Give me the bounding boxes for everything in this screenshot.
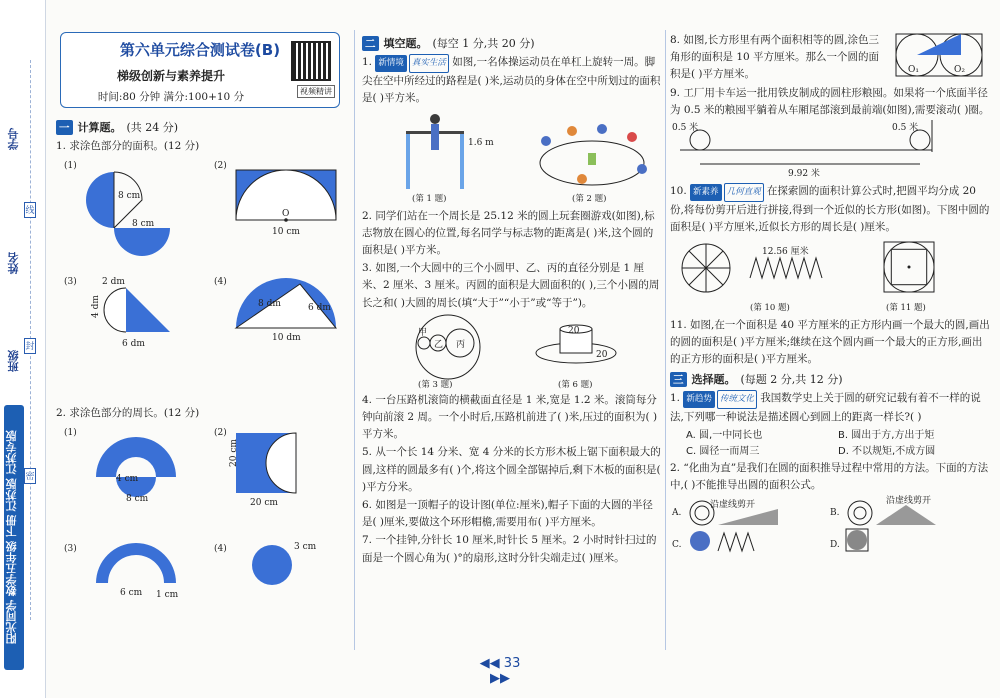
student-no-label: 学号 [7, 128, 20, 150]
dim-label: 4 cm [116, 474, 139, 485]
center-label: O [282, 209, 290, 220]
name-label: 姓名 [7, 252, 20, 274]
shaded-half-circle [114, 228, 170, 256]
qr-label: 视频精讲 [297, 85, 335, 98]
fig-label: (3) [64, 277, 77, 288]
dim-label: 2 dm [102, 277, 125, 288]
dim-label: 3 cm [294, 542, 317, 553]
fig-perim-2 [229, 433, 296, 508]
figure-q10-q11 [670, 238, 990, 314]
fig-label: (1) [64, 161, 77, 172]
option-a[interactable]: A. 圆,一中同长也 [686, 429, 763, 441]
dim-label: 1 cm [156, 590, 179, 601]
caption-q10: (第 10 题) [750, 302, 790, 313]
option-b[interactable]: B. 圆出于方,方出于矩 [838, 429, 935, 441]
dim-label: 4 dm [91, 295, 101, 319]
shaded-petal [272, 545, 292, 565]
dim-label: 20 cm [250, 498, 278, 509]
question-10: 10. 新素养 几何直观 在探索圆的面积计算公式时,把圆平均分成 20 份,将每份剪开后进行拼接,得到一个近似的长方形(如图)。下图中圆的面积是( )平方厘米,近似长方形的周长是( )厘米。 [670, 185, 990, 234]
cut-label: 沿虚线剪开 [710, 500, 756, 511]
section-header [362, 35, 662, 51]
height-label: 1.6 m [468, 137, 494, 148]
center-o1-label: O₁ [908, 65, 919, 75]
caption-q6: (第 6 题) [558, 379, 593, 389]
fig-area-1 [86, 172, 170, 256]
center-o2-label: O₂ [954, 65, 965, 75]
new-literacy-tag: 新素养 [690, 184, 722, 201]
caption-q2: (第 2 题) [572, 193, 607, 204]
dim-label: 8 cm [118, 191, 141, 202]
section-title: 计算题。 [77, 121, 122, 134]
option-c-label: C. [672, 540, 682, 551]
dim-label: 10 dm [272, 333, 301, 344]
page-number: ◀◀ 33 ▶▶ [479, 656, 521, 686]
section-title: 选择题。 [691, 373, 736, 387]
radius-label: 0.5 米 [892, 123, 919, 134]
option-d-label: D. [830, 540, 840, 551]
seal-mark-dense: 密 [24, 468, 36, 484]
section-calculation [56, 116, 346, 656]
question-8: 8. 如图,长方形里有两个面积相等的圆,涂色三角形的面积是 10 平方厘米。那么一个圆的面积是( )平方厘米。 [670, 34, 880, 81]
circle-jia-label: 甲 [418, 327, 428, 338]
radius-label: 0.5 米 [672, 123, 699, 134]
caption-q1: (第 1 题) [412, 193, 447, 204]
option-c-figure [690, 531, 754, 551]
ring-toss-figure [540, 124, 647, 185]
fig-area-3 [91, 277, 170, 349]
section-fill-blank [362, 32, 662, 568]
test-subtitle: 梯级创新与素养提升 [116, 69, 225, 83]
question-1: 1. 新情境 真实生活 如图,一名体操运动员在单杠上旋转一周。脚尖在空中所经过的路程是( )米,运动员的身体在空中所划过的面积是( )平方米。 [362, 56, 661, 105]
option-b-figure [848, 495, 936, 525]
choice-question-2: 2. “化曲为直”是我们在圆的面积推导过程中常用的方法。下面的方法中,( )不能推导出圆的面积公式。 [670, 461, 989, 491]
question-7: 7. 一个挂钟,分针长 10 厘米,时针长 5 厘米。2 小时时针扫过的面是一个圆心角为( )°的扇形,这时分针尖端走过( )厘米。 [362, 534, 657, 564]
square-circle-square [884, 242, 934, 292]
caption-q11: (第 11 题) [886, 302, 926, 313]
length-label: 12.56 厘米 [762, 246, 809, 257]
new-trend-tag: 新趋势 [683, 391, 715, 408]
seal-mark-seal: 封 [24, 338, 36, 354]
hat-figure [536, 325, 616, 363]
dim-label: 6 dm [122, 339, 145, 350]
question-6: 6. 如图是一顶帽子的设计图(单位:厘米),帽子下面的大圆的半径是( )厘米,要做这个环形帽檐,需要用布( )平方厘米。 [362, 499, 653, 529]
fig-label: (1) [64, 428, 77, 439]
perimeter-figures [56, 423, 346, 653]
dim-label: 10 cm [272, 227, 300, 238]
shaded-ring [96, 437, 176, 477]
circle-yi-label: 乙 [434, 339, 444, 350]
dim-label: 8 cm [126, 494, 149, 505]
book-brand: 阳光同学 数学五年级 下册 江苏版 江苏专版 [4, 405, 24, 670]
binding-spine [0, 0, 46, 698]
option-c[interactable]: C. 圆径一而周三 [686, 445, 760, 457]
caption-q3: (第 3 题) [418, 379, 453, 389]
cut-label: 沿虚线剪开 [886, 496, 932, 507]
figure-q1-q2 [362, 109, 662, 205]
class-label: 班级 [7, 350, 20, 372]
fig-perim-3 [96, 543, 179, 600]
option-b-label: B. [830, 508, 840, 519]
section-column-3 [670, 32, 990, 558]
real-life-tag: 真实生活 [409, 54, 449, 73]
fig-label: (2) [214, 161, 227, 172]
figure-choice-2 [670, 495, 990, 555]
three-circles-figure [416, 315, 480, 379]
section-number: 一 [56, 120, 73, 135]
figure-q3-q6 [362, 313, 662, 389]
fig-area-4 [236, 278, 336, 343]
fig-label: (2) [214, 428, 227, 439]
column-divider [354, 30, 355, 650]
shaded-petal [272, 565, 292, 585]
section-number: 二 [362, 36, 379, 51]
section-number: 三 [670, 372, 687, 387]
option-d[interactable]: D. 不以规矩,不成方圆 [838, 445, 936, 457]
shaded-petal [252, 545, 272, 565]
dim-label: 8 cm [132, 219, 155, 230]
question-2: 2. 求涂色部分的周长。(12 分) [56, 407, 200, 420]
section-note: (每题 2 分,共 12 分) [740, 373, 843, 387]
dim-label: 20 cm [229, 439, 239, 468]
new-context-tag: 新情境 [375, 55, 407, 72]
question-4: 4. 一台压路机滚筒的横截面直径是 1 米,宽是 1.2 米。滚筒每分钟向前滚 2 周。一个小时后,压路机前进了( )米,压过的面积为( )平方米。 [362, 393, 658, 441]
question-8-row [670, 32, 990, 85]
hat-dim-label: 20 [596, 349, 608, 360]
test-header [60, 32, 340, 108]
geometry-tag: 几何直观 [724, 183, 764, 202]
question-11: 11. 如图,在一个面积是 40 平方厘米的正方形内画一个最大的圆,画出的圆的面积是( )平方厘米;继续在这个圆内画一个最大的正方形,画出的正方形的面积是( )平方厘米。 [670, 318, 990, 366]
approx-rectangle [750, 245, 822, 278]
sector-circle [682, 244, 730, 292]
test-title: 第六单元综合测试卷(B) [119, 41, 281, 59]
shaded-petal [252, 565, 272, 585]
gymnast-bar-figure [406, 114, 494, 189]
section-note: (每空 1 分,共 20 分) [432, 37, 535, 50]
figure-q8 [894, 32, 986, 78]
question-9: 9. 工厂用卡车运一批用铁皮制成的圆柱形粮囤。如果将一个底面半径为 0.5 米的粮囤平躺着从车厢尾部滚到最前端(如图),需要滚动( )圈。 [670, 86, 990, 116]
circle-bing-label: 丙 [456, 339, 466, 350]
test-meta: 时间:80 分钟 满分:100+10 分 [97, 91, 245, 103]
fig-label: (4) [214, 277, 227, 288]
question-1: 1. 求涂色部分的面积。(12 分) [56, 140, 200, 152]
length-label: 9.92 米 [788, 169, 820, 180]
culture-tag: 传统文化 [717, 390, 757, 409]
column-divider [665, 30, 666, 650]
question-5: 5. 从一个长 14 分米、宽 4 分米的长方形木板上锯下面积最大的圆,这样的圆最多有( )个,将这个圆全部锯掉后,剩下木板的面积是( )平方分米。 [362, 446, 661, 493]
fig-label: (4) [214, 544, 227, 555]
fig-area-2 [236, 170, 336, 237]
shaded-arch [96, 543, 176, 583]
seal-mark-line: 线 [24, 202, 36, 218]
hat-dim-label: 20 [568, 325, 580, 336]
question-2: 2. 同学们站在一个周长是 25.12 米的圆上玩套圈游戏(如图),标志物放在圆心的位置,每名同学与标志物的距离是( )米,这个圆的面积是( )平方米。 [362, 209, 655, 257]
fig-perim-1 [96, 437, 176, 504]
shaded-half-circle [86, 172, 114, 228]
section-title: 填空题。 [383, 37, 428, 50]
area-figures [56, 156, 346, 396]
fig-perim-4 [252, 542, 317, 585]
option-d-figure [846, 529, 868, 551]
dim-label: 6 cm [120, 588, 143, 599]
fig-label: (3) [64, 544, 77, 555]
dim-label: 8 dm [258, 299, 281, 310]
section-header [56, 119, 346, 135]
question-3: 3. 如图,一个大圆中的三个小圆甲、乙、丙的直径分别是 1 厘米、2 厘米、3 厘米。丙圆的面积是大圆面积的( ),三个小圆的周长之和( )大圆的周长(填“大于”“小于”或“等于”)。 [362, 262, 660, 309]
choice-question-1: 1. 新趋势 传统文化 我国数学史上关于圆的研究记载有着不一样的说法,下列哪一种说法是描述圆心到圆上的距离一样长?( ) [670, 392, 981, 424]
option-a-label: A. [672, 508, 682, 519]
figure-q9 [670, 120, 990, 180]
section-note: (共 24 分) [126, 121, 179, 134]
section-header [670, 371, 990, 387]
qr-code-icon[interactable] [291, 41, 331, 81]
dim-label: 6 dm [308, 303, 331, 314]
choice-options [670, 428, 990, 460]
